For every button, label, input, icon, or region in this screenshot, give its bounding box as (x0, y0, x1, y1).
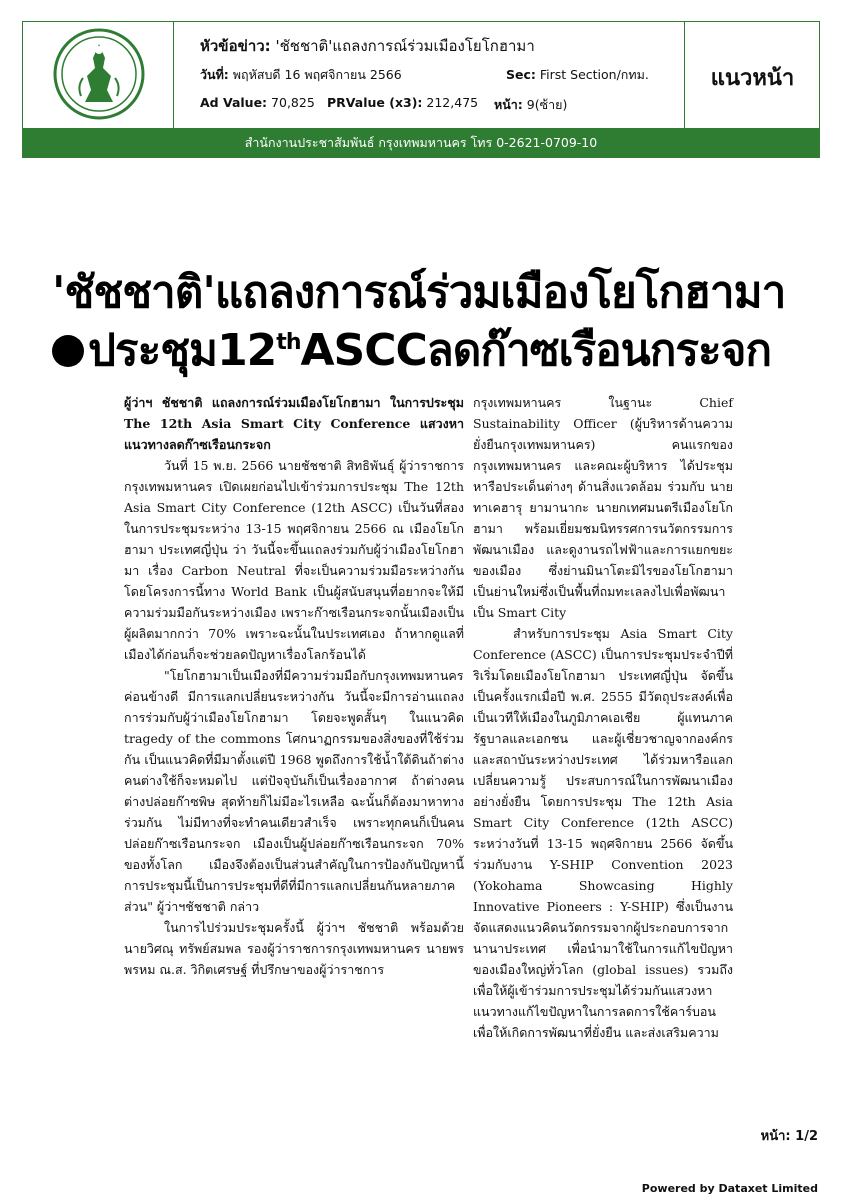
news-title: หัวข้อข่าว: 'ชัชชาติ'แถลงการณ์ร่วมเมืองโยโกฮามา (200, 37, 535, 55)
article-column-right (473, 392, 733, 1043)
contact-banner: สำนักงานประชาสัมพันธ์ กรุงเทพมหานคร โทร 0-2621-0709-10 (23, 128, 819, 157)
news-section: Sec: First Section/กทม. (506, 67, 649, 82)
bullet-icon (52, 335, 84, 367)
article-column-left (124, 392, 464, 980)
article-paragraph: กรุงเทพมหานคร ในฐานะ Chief Sustainability Officer (ผู้บริหารด้านความยั่งยืนกรุงเทพมหานคร) คนแรกของกรุงเทพมหานคร และคณะผู้บริหาร ได้ประชุมหารือประเด็นต่างๆ ด้านสิ่งแวดล้อม ร่วมกับ นายทาเคฮารุ ยามานากะ นายกเทศมนตรีเมืองโยโกฮามา พร้อมเยี่ยมชมนิทรรศการนวัตกรรมการพัฒนาเมือง และดูงานรถไฟฟ้าและการแยกขยะของเมือง ซึ่งย่านมินาโตะมิไรของโยโกฮามา เป็นย่านใหม่ซึ่งเป็นพื้นที่ถมทะเลลงไปเพื่อพัฒนาเป็น Smart City (473, 395, 733, 620)
news-date: วันที่: พฤหัสบดี 16 พฤศจิกายน 2566 (200, 67, 402, 82)
powered-by: Powered by Dataxet Limited (641, 1182, 818, 1195)
logo-cell (23, 22, 174, 129)
footer-page-count: หน้า: 1/2 (760, 1129, 818, 1144)
article-paragraph: วันที่ 15 พ.ย. 2566 นายชัชชาติ สิทธิพันธุ์ ผู้ว่าราชการกรุงเทพมหานคร เปิดเผยก่อนไปเข้าร่วมการประชุม The 12th Asia Smart City Conference (12th ASCC) เป็นวันที่สอง ในการประชุมระหว่าง 13-15 พฤศจิกายน 2566 ณ เมืองโยโกฮามา ประเทศญี่ปุ่น ว่า วันนี้จะขึ้นแถลงร่วมกับผู้ว่าเมืองโยโกฮามา เรื่อง Carbon Neutral ที่จะเป็นความร่วมมือระหว่างกัน โดยโครงการนี้ทาง World Bank เป็นผู้สนับสนุนที่อยากจะให้มีความร่วมมือกันระหว่างเมือง เพราะก๊าซเรือนกระจกนั้นเมืองเป็นผู้ผลิตมากกว่า 70% เพราะฉะนั้นในประเทศเอง ถ้าหากดูแลที่เมืองได้ก่อนก็จะช่วยลดปัญหาเรื่องโลกร้อนได้ (124, 458, 464, 662)
ad-value: Ad Value: 70,825 (200, 95, 315, 110)
article-paragraph: "โยโกฮามาเป็นเมืองที่มีความร่วมมือกับกรุงเทพมหานครค่อนข้างดี มีการแลกเปลี่ยนระหว่างกัน วันนี้จะมีการอ่านแถลงการร่วมกับผู้ว่าเมืองโยโกฮามา โดยจะพูดสั้นๆ ในแนวคิด tragedy of the commons โศกนาฏกรรมของสิ่งของที่ใช้ร่วมกัน เป็นแนวคิดที่มีมาตั้งแต่ปี 1968 พูดถึงการใช้น้ำใต้ดินถ้าต่างคนต่างใช้ก็จะหมดไป แต่ปัจจุบันก็เป็นเรื่องอากาศ ถ้าต่างคนต่างปล่อยก๊าซพิษ สุดท้ายก็ไม่มีอะไรเหลือ ฉะนั้นก็ต้องมาหาทางร่วมกัน ไม่มีทางที่จะทำคนเดียวสำเร็จ เพราะทุกคนก็เป็นคนปล่อยก๊าซเรือนกระจก เมืองเป็นผู้ปล่อยก๊าซเรือนกระจก 70% ของทั้งโลก เมืองจึงต้องเป็นส่วนสำคัญในการป้องกันปัญหานี้ การประชุมนี้เป็นการประชุมที่ดีที่มีการแลกเปลี่ยนกันหลายภาคส่วน" ผู้ว่าฯชัชชาติ กล่าว (124, 668, 464, 914)
headline-line-1: 'ชัชชาติ'แถลงการณ์ร่วมเมืองโยโกฮามา (52, 267, 786, 318)
headline-line-2: ประชุม12thASCCลดก๊าซเรือนกระจก (52, 318, 812, 376)
article-lead: ผู้ว่าฯ ชัชชาติ แถลงการณ์ร่วมเมืองโยโกฮามา ในการประชุม The 12th Asia Smart City Conference แสวงหาแนวทางลดก๊าซเรือนกระจก (124, 395, 464, 452)
page-number: หน้า: 9(ซ้าย) (494, 97, 568, 112)
newspaper-name: แนวหน้า (710, 66, 795, 91)
article-paragraph: สำหรับการประชุม Asia Smart City Conference (ASCC) เป็นการประชุมประจำปีที่ริเริ่มโดยเมืองโยโกฮามา ประเทศญี่ปุ่น จัดขึ้นเป็นครั้งแรกเมื่อปี พ.ศ. 2555 มีวัตถุประสงค์เพื่อเป็นเวทีให้เมืองในภูมิภาคเอเชีย ผู้แทนภาครัฐบาลและเอกชน และผู้เชี่ยวชาญจากองค์กรและสถาบันระหว่างประเทศ ได้ร่วมหารือแลกเปลี่ยนความรู้ ประสบการณ์ในการพัฒนาเมืองอย่างยั่งยืน โดยการประชุม The 12th Asia Smart City Conference (12th ASCC) ระหว่างวันที่ 13-15 พฤศจิกายน 2566 จัดขึ้นร่วมกับงาน Y-SHIP Convention 2023 (Yokohama Showcasing Highly Innovative Pioneers : Y-SHIP) ซึ่งเป็นงานจัดแสดงแนวคิดนวัตกรรมจากผู้ประกอบการจากนานาประเทศ เพื่อนำมาใช้ในการแก้ไขปัญหาของเมืองใหญ่ทั่วโลก (global issues) รวมถึงเพื่อให้ผู้เข้าร่วมการประชุมได้ร่วมกันแสวงหาแนวทางแก้ไขปัญหาในการลดการใช้คาร์บอนเพื่อให้เกิดการพัฒนาที่ยั่งยืน และส่งเสริมความ (473, 626, 733, 1040)
clipping-header (22, 21, 820, 158)
pr-value: PRValue (x3): 212,475 (327, 95, 479, 110)
info-cell (174, 22, 684, 129)
article-paragraph: ในการไปร่วมประชุมครั้งนี้ ผู้ว่าฯ ชัชชาติ พร้อมด้วย นายวิศณุ ทรัพย์สมพล รองผู้ว่าราชการกรุงเทพมหานคร นายพรพรหม ณ.ส. วิกิตเศรษฐ์ ที่ปรึกษาของผู้ว่าราชการ (124, 920, 464, 977)
bma-seal-logo (53, 28, 145, 120)
newspaper-cell (684, 22, 820, 129)
